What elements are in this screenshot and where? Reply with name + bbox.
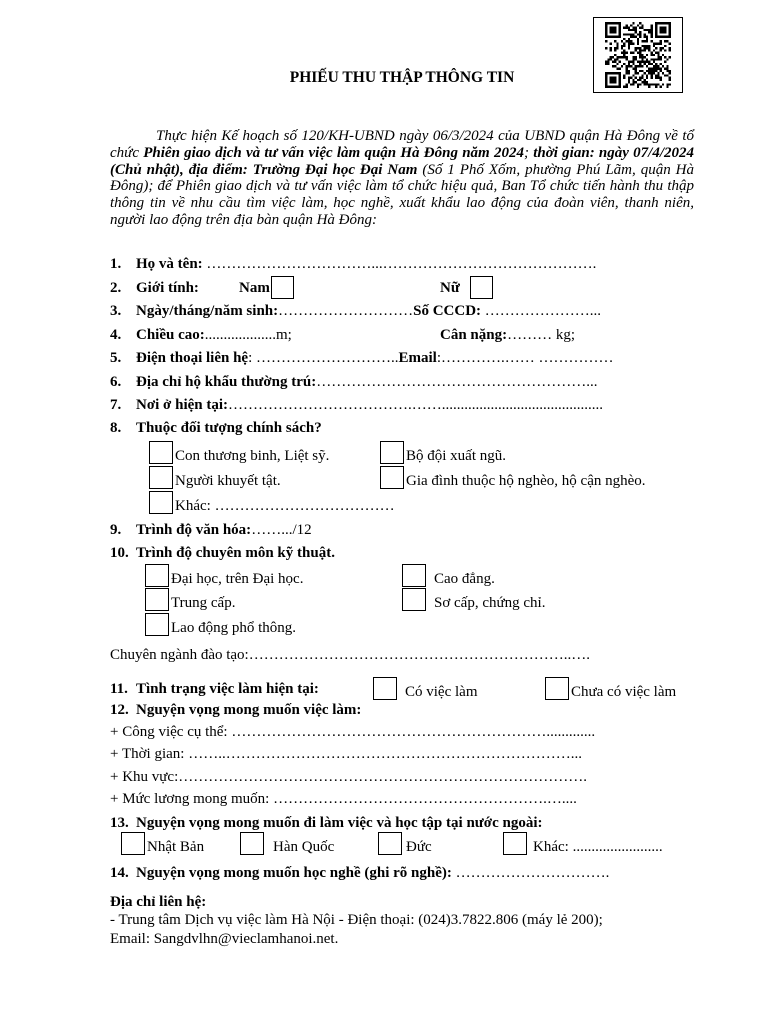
policy-martyr-checkbox[interactable] [149, 441, 173, 464]
policy-option-veteran[interactable]: Bộ đội xuất ngũ. [380, 441, 506, 465]
abroad-option-korea[interactable]: Hàn Quốc [240, 832, 334, 856]
qualification-college-checkbox[interactable] [402, 564, 426, 587]
intro-text-1: Thực hiện Kế hoạch số 120/KH-UBND ngày 06/3/2024 của UBND quận Hà Đông về tổ chức [110, 128, 694, 161]
employment-unemployed-checkbox[interactable] [545, 677, 569, 700]
abroad-option-germany[interactable]: Đức [378, 832, 432, 856]
abroad-option-japan[interactable]: Nhật Bản [121, 832, 204, 856]
section-policy-group: 8. Thuộc đối tượng chính sách? [110, 420, 322, 436]
intro-event-name: Phiên giao dịch và tư vấn việc làm quận Hà Đông năm 2024 [143, 144, 524, 161]
contact-email-line[interactable]: Email: Sangdvlhn@vieclamhanoi.net. [110, 931, 339, 947]
section-gender: 2. Giới tính: [110, 280, 199, 296]
abroad-wishes-label: Nguyện vọng mong muốn đi làm việc và học tập tại nước ngoài: [136, 815, 543, 831]
qualification-intermediate-checkbox[interactable] [145, 588, 169, 611]
contact-phone-line: - Trung tâm Dịch vụ việc làm Hà Nội - Điện thoại: (024)3.7822.806 (máy lẻ 200); [110, 912, 603, 928]
height-field[interactable]: ...................m; [204, 327, 292, 343]
form-title: PHIẾU THU THẬP THÔNG TIN [289, 69, 515, 86]
gender-female-label: Nữ [440, 280, 460, 296]
employment-employed-checkbox[interactable] [373, 677, 397, 700]
section-height: 4. Chiều cao:...................m; [110, 327, 292, 343]
phone-field[interactable]: : ……………………….. [248, 350, 399, 366]
policy-option-poor-household[interactable]: Gia đình thuộc hộ nghèo, hộ cận nghèo. [380, 466, 646, 490]
policy-group-label: Thuộc đối tượng chính sách? [136, 420, 322, 436]
job-wishes-label: Nguyện vọng mong muốn việc làm: [136, 702, 362, 718]
weight-label: Cân nặng: [440, 327, 508, 343]
email-field[interactable]: :………….…… …………… [436, 350, 614, 366]
gender-male-checkbox[interactable] [271, 276, 294, 299]
qualification-general-labor-checkbox[interactable] [145, 613, 169, 636]
qualification-option-general-labor[interactable]: Lao động phổ thông. [145, 613, 296, 637]
policy-poor-household-checkbox[interactable] [380, 466, 404, 489]
full-name-label: Họ và tên: [136, 256, 203, 272]
weight-group [440, 327, 575, 344]
cccd-label: Số CCCD: [413, 303, 482, 319]
birth-date-label: Ngày/tháng/năm sinh: [136, 303, 279, 319]
section-birth-date: 3. Ngày/tháng/năm sinh:………………………Số CCCD: …………………... [110, 303, 602, 319]
policy-option-disabled[interactable]: Người khuyết tật. [149, 466, 281, 490]
employment-option-unemployed[interactable]: Chưa có việc làm [545, 677, 676, 701]
weight-field[interactable]: ……… kg; [507, 327, 576, 343]
section-employment-status: 11. Tình trạng việc làm hiện tại: [110, 681, 319, 697]
intro-time-place: thời gian: ngày 07/4/2024 (Chủ nhật), địa điểm: Trường Đại học Đại Nam [110, 144, 695, 178]
current-address-field[interactable]: ……………………………….……........................................... [228, 397, 604, 413]
qualification-university-checkbox[interactable] [145, 564, 169, 587]
job-salary-field[interactable]: + Mức lương mong muốn: ……………………………………………….….... [110, 791, 577, 807]
policy-veteran-checkbox[interactable] [380, 441, 404, 464]
job-time-field[interactable]: + Thời gian: ……..……………………………………………………………... [110, 746, 582, 762]
section-qualification: 10. Trình độ chuyên môn kỹ thuật. [110, 545, 335, 561]
phone-label: Điện thoại liên hệ [136, 350, 249, 366]
section-education: 9. Trình độ văn hóa:…….../12 [110, 522, 312, 538]
qualification-certificate-checkbox[interactable] [402, 588, 426, 611]
policy-other-checkbox[interactable] [149, 491, 173, 514]
abroad-korea-checkbox[interactable] [240, 832, 264, 855]
intro-text-3: (Số 1 Phố Xốm, phường Phú Lãm, quận Hà Đông); để Phiên giao dịch và tư vấn việc làm tổ chức hiệu quả, Ban Tổ chức tiến hành thu thập thông tin về nhu cầu tìm việc làm, học nghề, xuất khẩu lao động của đoàn viên, thanh niên, người lao động trên địa bàn quận Hà Đông: [110, 161, 695, 228]
abroad-japan-checkbox[interactable] [121, 832, 145, 855]
section-abroad-wishes: 13. Nguyện vọng mong muốn đi làm việc và học tập tại nước ngoài: [110, 815, 543, 831]
full-name-field[interactable]: ……………………………...……………………………………. [202, 256, 597, 272]
qualification-option-university[interactable]: Đại học, trên Đại học. [145, 564, 303, 588]
section-vocational-wishes: 14. Nguyện vọng mong muốn học nghề (ghi rõ nghề): …………………………. [110, 865, 610, 881]
employment-status-label: Tình trạng việc làm hiện tại: [136, 681, 319, 697]
permanent-address-label: Địa chỉ hộ khẩu thường trú: [136, 374, 317, 390]
education-label: Trình độ văn hóa: [136, 522, 252, 538]
cccd-field[interactable]: …………………... [481, 303, 602, 319]
section-permanent-address: 6. Địa chỉ hộ khẩu thường trú:………………………………………………... [110, 374, 598, 390]
section-current-address: 7. Nơi ở hiện tại:……………………………….……........................................... [110, 397, 604, 413]
gender-label: Giới tính: [136, 280, 199, 296]
policy-option-martyr-family[interactable]: Con thương binh, Liệt sỹ. [149, 441, 329, 465]
qualification-label: Trình độ chuyên môn kỹ thuật. [136, 545, 335, 561]
gender-female-checkbox[interactable] [470, 276, 493, 299]
vocational-wishes-field[interactable]: …………………………. [451, 865, 610, 881]
policy-option-other[interactable]: Khác: ……………………………… [149, 491, 395, 515]
height-label: Chiều cao: [136, 327, 205, 343]
employment-option-employed[interactable]: Có việc làm [373, 677, 477, 701]
qualification-option-college[interactable]: Cao đẳng. [402, 564, 495, 588]
intro-paragraph [110, 128, 694, 229]
vocational-wishes-label: Nguyện vọng mong muốn học nghề (ghi rõ nghề): [136, 865, 452, 881]
gender-male-label: Nam [239, 280, 270, 296]
section-full-name: 1. Họ và tên: ……………………………...……………………………………. [110, 256, 597, 272]
abroad-other-checkbox[interactable] [503, 832, 527, 855]
section-phone: 5. Điện thoại liên hệ: ………………………..Email:………….…… …………… [110, 350, 614, 366]
qualification-option-intermediate[interactable]: Trung cấp. [145, 588, 235, 612]
education-field[interactable]: …….../12 [251, 522, 312, 538]
email-label: Email [398, 350, 437, 366]
birth-date-field[interactable]: ……………………… [278, 303, 414, 319]
intro-text-2: ; [523, 144, 534, 161]
current-address-label: Nơi ở hiện tại: [136, 397, 229, 413]
job-specific-field[interactable]: + Công việc cụ thể: ………………………………………………………............. [110, 724, 596, 740]
job-area-field[interactable]: + Khu vực:………………………………………………………………………. [110, 769, 587, 785]
qualification-option-certificate[interactable]: Sơ cấp, chứng chỉ. [402, 588, 545, 612]
policy-disabled-checkbox[interactable] [149, 466, 173, 489]
contact-label: Địa chỉ liên hệ: [110, 894, 207, 910]
permanent-address-field[interactable]: ………………………………………………... [316, 374, 598, 390]
abroad-germany-checkbox[interactable] [378, 832, 402, 855]
major-field[interactable]: Chuyên ngành đào tạo:………………………………………………………..…. [110, 647, 590, 663]
abroad-option-other[interactable]: Khác: ........................ [503, 832, 663, 856]
section-job-wishes: 12. Nguyện vọng mong muốn việc làm: [110, 702, 362, 718]
